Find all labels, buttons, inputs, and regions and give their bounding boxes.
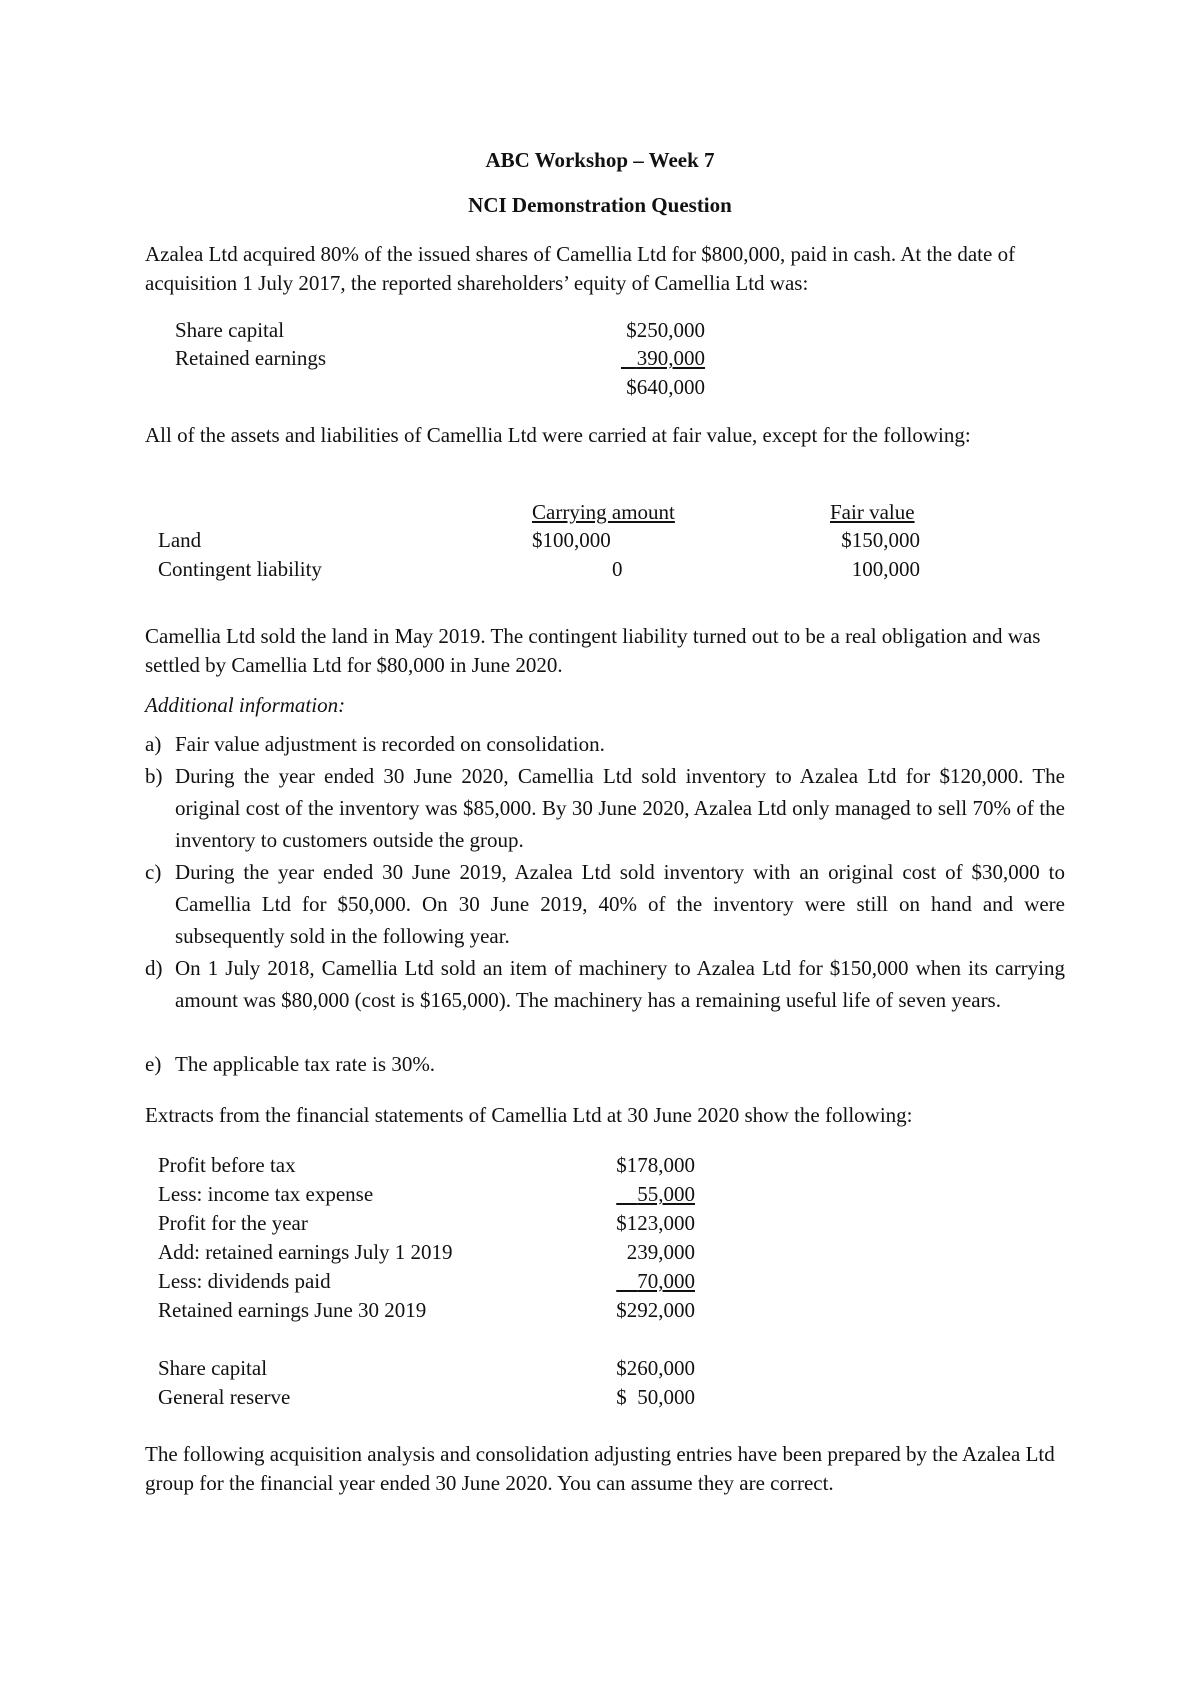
table-cell-carrying: 0: [612, 557, 623, 581]
table-cell-fair: 100,000: [851, 557, 920, 581]
equity-label: Share capital: [175, 318, 285, 342]
extract-label: Less: dividends paid: [158, 1269, 331, 1293]
land-paragraph: Camellia Ltd sold the land in May 2019. The contingent liability turned out to be a real obligation and was settled by Camellia Ltd for $80,000 in June 2020.: [145, 624, 1041, 677]
list-item: d) On 1 July 2018, Camellia Ltd sold an item of machinery to Azalea Ltd for $150,000 when its carrying amount was $80,000 (cost is $165,000). The machinery has a remaining useful life of seven years.: [145, 956, 1065, 1012]
list-item: e) The applicable tax rate is 30%.: [145, 1052, 436, 1076]
extract-label: Less: income tax expense: [158, 1182, 374, 1206]
extract-label: General reserve: [158, 1385, 291, 1409]
table-row-label: Contingent liability: [158, 557, 322, 581]
extract-value: 55,000: [637, 1182, 695, 1206]
table-row-label: Land: [158, 528, 202, 552]
extracts-intro: Extracts from the financial statements of Camellia Ltd at 30 June 2020 show the following:: [145, 1103, 913, 1127]
extract-value: $260,000: [616, 1356, 695, 1380]
page-subtitle: NCI Demonstration Question: [468, 193, 732, 217]
equity-value: $250,000: [626, 318, 705, 342]
extract-value: $123,000: [616, 1211, 695, 1235]
extract-label: Profit for the year: [158, 1211, 308, 1235]
table-cell-fair: $150,000: [841, 528, 920, 552]
extract-value: 239,000: [626, 1240, 695, 1264]
list-item: a) Fair value adjustment is recorded on consolidation.: [145, 732, 605, 756]
extract-value: 70,000: [637, 1269, 695, 1293]
closing-paragraph: The following acquisition analysis and consolidation adjusting entries have been prepared by the Azalea Ltd group for the financial year ended 30 June 2020. You can assume they are correct.: [145, 1442, 1055, 1495]
additional-info-heading: Additional information:: [145, 693, 346, 717]
extract-value: $ 50,000: [616, 1385, 695, 1409]
page-title: ABC Workshop – Week 7: [485, 148, 715, 172]
extract-label: Profit before tax: [158, 1153, 296, 1177]
table-cell-carrying: $100,000: [532, 528, 611, 552]
list-item: c) During the year ended 30 June 2019, Azalea Ltd sold inventory with an original cost of $30,000 to Camellia Ltd for $50,000. On 30 June 2019, 40% of the inventory were still on hand and were subsequently sold in the following year.: [145, 860, 1065, 948]
equity-total: $640,000: [626, 375, 705, 399]
equity-label: Retained earnings: [175, 346, 327, 370]
extract-value: $178,000: [616, 1153, 695, 1177]
equity-value: 390,000: [636, 346, 705, 370]
fair-value-intro: All of the assets and liabilities of Camellia Ltd were carried at fair value, except for the following:: [145, 423, 971, 447]
extract-label: Share capital: [158, 1356, 268, 1380]
extract-value: $292,000: [616, 1298, 695, 1322]
intro-paragraph: Azalea Ltd acquired 80% of the issued shares of Camellia Ltd for $800,000, paid in cash. At the date of acquisition 1 July 2017, the reported shareholders’ equity of Camellia Ltd was:: [145, 242, 1016, 295]
extract-label: Retained earnings June 30 2019: [158, 1298, 427, 1322]
extract-label: Add: retained earnings July 1 2019: [158, 1240, 453, 1264]
column-header-carrying-amount: Carrying amount: [532, 500, 675, 524]
list-item: b) During the year ended 30 June 2020, Camellia Ltd sold inventory to Azalea Ltd for $120,000. The original cost of the inventory was $85,000. By 30 June 2020, Azalea Ltd only managed to sell 70% of the inventory to customers outside the group.: [145, 764, 1065, 852]
column-header-fair-value: Fair value: [830, 500, 915, 524]
